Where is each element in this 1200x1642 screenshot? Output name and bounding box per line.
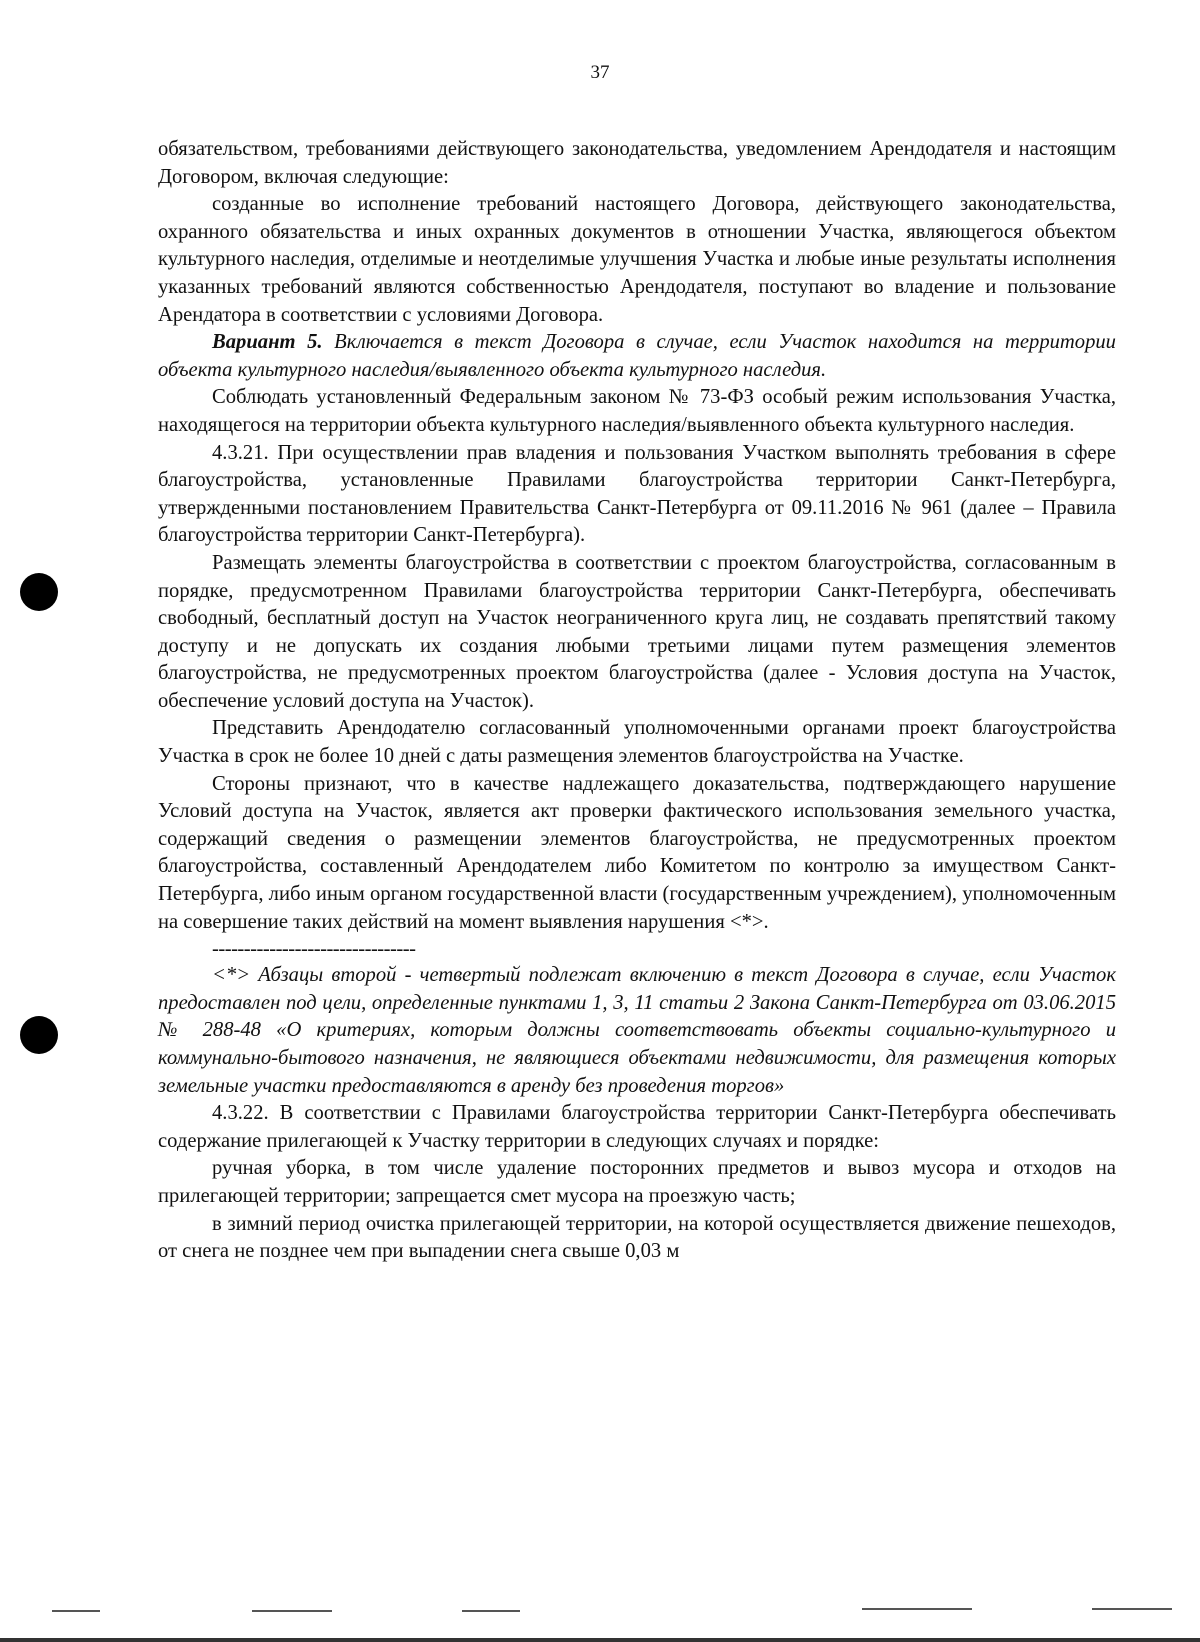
paragraph: Размещать элементы благоустройства в соответствии с проектом благоустройства, согласованным в порядке, предусмотренном Правилами благоустройства территории Санкт-Петербурга, обеспечивать свободный, бесплатный доступ на Участок неограниченного круга лиц, не создавать препятствий такому доступу и не допускать их создания любыми третьими лицами путем размещения элементов благоустройства, не предусмотренных проектом благоустройства (далее - Условия доступа на Участок, обеспечение условий доступа на Участок). <box>158 551 1116 712</box>
document-body <box>158 136 1116 1266</box>
paragraph: созданные во исполнение требований настоящего Договора, действующего законодательства, охранного обязательства и иных охранных документов в отношении Участка, являющегося объектом культурного наследия, отделимые и неотделимые улучшения Участка и любые иные результаты исполнения указанных требований являются собственностью Арендодателя, поступают во владение и пользование Арендатора в соответствии с условиями Договора. <box>158 193 1116 326</box>
scan-artifact <box>252 1610 332 1612</box>
scan-artifact <box>862 1608 972 1610</box>
paragraph: Стороны признают, что в качестве надлежащего доказательства, подтверждающего нарушение Условий доступа на Участок, является акт проверки фактического использования земельного участка, содержащий сведения о размещении элементов благоустройства, не предусмотренных проектом благоустройства, составленный Арендодателем либо Комитетом по контролю за имуществом Санкт-Петербурга, либо иным органом государственной власти (государственным учреждением), уполномоченным на совершение таких действий на момент выявления нарушения <*>. <box>158 772 1116 933</box>
paragraph: Представить Арендодателю согласованный уполномоченными органами проект благоустройства Участка в срок не более 10 дней с даты размещения элементов благоустройства на Участке. <box>158 717 1116 768</box>
clause-4-3-21: 4.3.21. При осуществлении прав владения и пользования Участком выполнять требования в сфере благоустройства, установленные Правилами благоустройства территории Санкт-Петербурга, утвержденными постановлением Правительства Санкт-Петербурга от 09.11.2016 № 961 (далее – Правила благоустройства территории Санкт-Петербурга). <box>158 441 1116 547</box>
scan-artifact <box>1092 1608 1172 1610</box>
footnote-separator: -------------------------------- <box>212 938 416 961</box>
paragraph: обязательством, требованиями действующего законодательства, уведомлением Арендодателя и настоящим Договором, включая следующие: <box>158 138 1116 188</box>
page-number: 37 <box>590 62 610 83</box>
punch-hole-mark <box>20 1016 58 1054</box>
paragraph: в зимний период очистка прилегающей территории, на которой осуществляется движение пешеходов, от снега не позднее чем при выпадении снега свыше 0,03 м <box>158 1212 1116 1263</box>
footnote: <*> Абзацы второй - четвертый подлежат включению в текст Договора в случае, если Участок предоставлен под цели, определенные пунктами 1, 3, 11 статьи 2 Закона Санкт-Петербурга от 03.06.2015 № 288-48 «О критериях, которым должны соответствовать объекты социально-культурного и коммунально-бытового назначения, не являющиеся объектами недвижимости, для размещения которых земельные участки предоставляются в аренду без проведения торгов» <box>158 964 1116 1097</box>
clause-4-3-22: 4.3.22. В соответствии с Правилами благоустройства территории Санкт-Петербурга обеспечивать содержание прилегающей к Участку территории в следующих случаях и порядке: <box>158 1102 1116 1152</box>
scan-artifact <box>52 1610 100 1612</box>
paragraph: ручная уборка, в том числе удаление посторонних предметов и вывоз мусора и отходов на прилегающей территории; запрещается смет мусора на проезжую часть; <box>158 1157 1116 1207</box>
variant-text: Включается в текст Договора в случае, если Участок находится на территории объекта культурного наследия/выявленного объекта культурного наследия. <box>158 331 1116 381</box>
variant-label: Вариант 5. <box>212 331 323 354</box>
variant-note <box>158 329 1116 384</box>
paragraph: Соблюдать установленный Федеральным законом № 73-ФЗ особый режим использования Участка, находящегося на территории объекта культурного наследия/выявленного объекта культурного наследия. <box>158 386 1116 436</box>
scan-artifact <box>462 1610 520 1612</box>
punch-hole-mark <box>20 573 58 611</box>
scan-edge <box>0 1638 1200 1642</box>
